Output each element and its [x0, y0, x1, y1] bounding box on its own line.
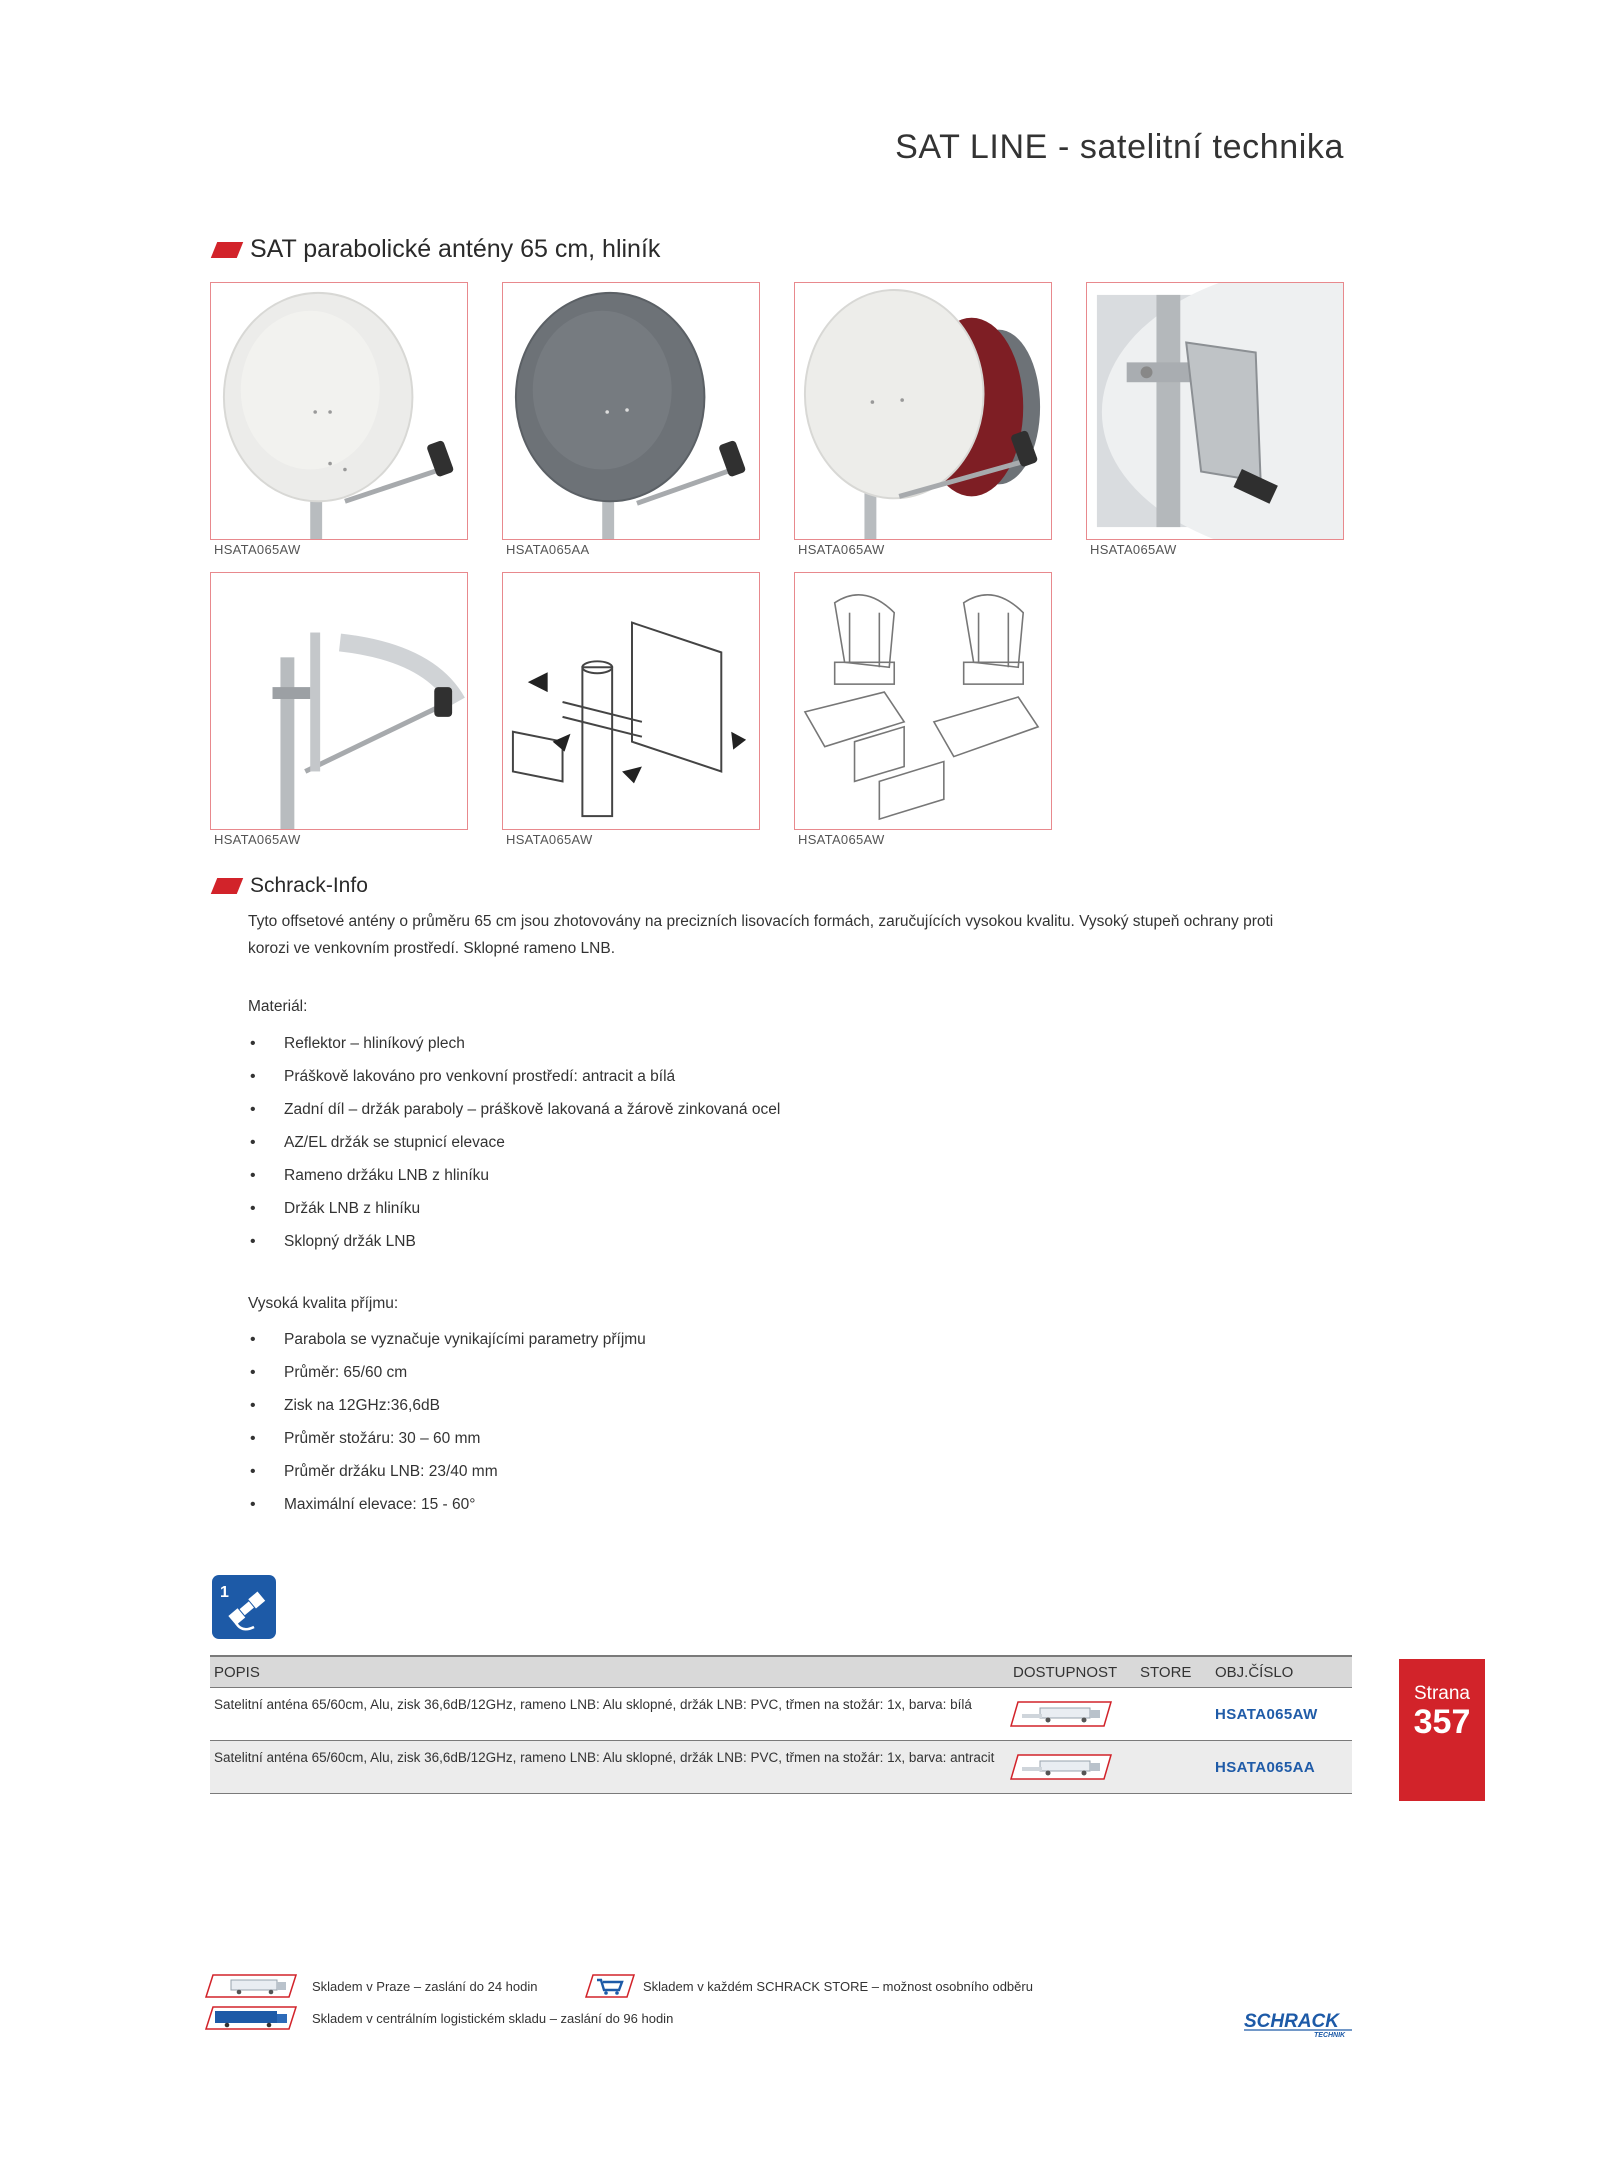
table-row	[210, 1688, 1352, 1741]
logo-sub: TECHNIK	[1314, 2032, 1346, 2039]
header-store: STORE	[1140, 1664, 1192, 1681]
row-order-code[interactable]: HSATA065AA	[1215, 1759, 1316, 1776]
legend-prague: Skladem v Praze – zaslání do 24 hodin	[312, 1979, 538, 1994]
product-image-assembly-drawing	[502, 572, 760, 830]
list-item: • Průměr stožáru: 30 – 60 mm	[248, 1422, 1248, 1455]
image-caption: HSATA065AA	[506, 542, 590, 557]
list-item: • Práškově lakováno pro venkovní prostředí: antracit a bílá	[248, 1060, 1248, 1093]
image-caption: HSATA065AW	[506, 832, 593, 847]
truck-prague-icon	[205, 1974, 297, 1998]
row-description: Satelitní anténa 65/60cm, Alu, zisk 36,6dB/12GHz, rameno LNB: Alu sklopné, držák LNB: PVC, třmen na stožár: 1x, barva: antracit	[214, 1750, 995, 1765]
info-title-text: Schrack-Info	[250, 874, 368, 897]
satellite-icon	[212, 1575, 276, 1639]
list-item: • Držák LNB z hliníku	[248, 1192, 1248, 1225]
quality-title: Vysoká kvalita příjmu:	[248, 1295, 399, 1312]
page-label: Strana	[1414, 1683, 1470, 1704]
material-title: Materiál:	[248, 998, 308, 1015]
list-item: • Průměr držáku LNB: 23/40 mm	[248, 1455, 1248, 1488]
truck-central-icon	[205, 2006, 297, 2030]
table-row	[210, 1741, 1352, 1794]
section-title-text: SAT parabolické antény 65 cm, hliník	[250, 235, 661, 263]
info-title	[210, 874, 368, 898]
truck-prague-icon	[1010, 1701, 1112, 1727]
logo-main: SCHRACK	[1244, 2011, 1339, 2032]
list-item: • Sklopný držák LNB	[248, 1225, 1248, 1258]
material-list	[248, 1027, 1248, 1258]
product-image-dish-variants	[794, 282, 1052, 540]
page-number: 357	[1413, 1703, 1471, 1741]
info-paragraph: Tyto offsetové antény o průměru 65 cm jsou zhotovovány na precizních lisovacích formách, zaručujících vysokou kvalitu. Vysoký stupeň ochrany proti korozi ve venkovním prostředí. Sklopné rameno LNB.	[248, 913, 1274, 957]
badge-number: 1	[220, 1584, 229, 1601]
product-table	[210, 1655, 1352, 1794]
image-caption: HSATA065AW	[798, 832, 885, 847]
list-item: • Zisk na 12GHz:36,6dB	[248, 1389, 1248, 1422]
shopping-cart-icon	[585, 1974, 635, 1998]
table-header	[210, 1655, 1352, 1688]
product-image-mast-bracket	[1086, 282, 1344, 540]
list-item: • Rameno držáku LNB z hliníku	[248, 1159, 1248, 1192]
section-marker	[211, 242, 243, 258]
list-item: • Reflektor – hliníkový plech	[248, 1027, 1248, 1060]
quality-list	[248, 1323, 1248, 1521]
legend-store: Skladem v každém SCHRACK STORE – možnost osobního odběru	[643, 1979, 1033, 1994]
list-item: • Parabola se vyznačuje vynikajícími parametry příjmu	[248, 1323, 1248, 1356]
list-item: • Zadní díl – držák paraboly – práškově lakovaná a žárově zinkovaná ocel	[248, 1093, 1248, 1126]
schrack-logo	[1240, 2007, 1360, 2039]
list-item: • AZ/EL držák se stupnicí elevace	[248, 1126, 1248, 1159]
truck-prague-icon	[1010, 1754, 1112, 1780]
product-image-side-view	[210, 572, 468, 830]
list-item: • Průměr: 65/60 cm	[248, 1356, 1248, 1389]
list-item: • Maximální elevace: 15 - 60°	[248, 1488, 1248, 1521]
image-caption: HSATA065AW	[1090, 542, 1177, 557]
image-caption: HSATA065AW	[214, 832, 301, 847]
product-image-anthracite-dish	[502, 282, 760, 540]
legend-central: Skladem v centrálním logistickém skladu – zaslání do 96 hodin	[312, 2011, 674, 2026]
image-caption: HSATA065AW	[214, 542, 301, 557]
product-image-clamp-drawing	[794, 572, 1052, 830]
page-header-title: SAT LINE - satelitní technika	[895, 128, 1344, 166]
section-title	[210, 235, 660, 264]
info-marker	[211, 878, 243, 894]
header-availability: DOSTUPNOST	[1013, 1664, 1118, 1681]
header-desc: POPIS	[214, 1664, 260, 1681]
product-image-white-dish	[210, 282, 468, 540]
image-caption: HSATA065AW	[798, 542, 885, 557]
page-number-tab	[1399, 1659, 1485, 1801]
header-code: OBJ.ČÍSLO	[1215, 1664, 1294, 1681]
row-description: Satelitní anténa 65/60cm, Alu, zisk 36,6dB/12GHz, rameno LNB: Alu sklopné, držák LNB: PVC, třmen na stožár: 1x, barva: bílá	[214, 1697, 972, 1712]
row-order-code[interactable]: HSATA065AW	[1215, 1706, 1318, 1723]
